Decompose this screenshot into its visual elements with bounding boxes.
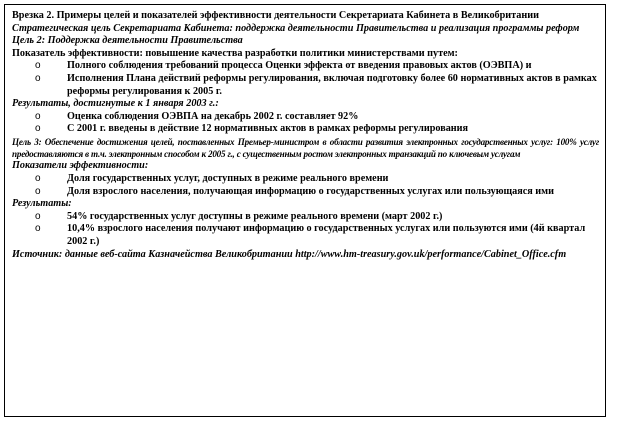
list-item: o Доля государственных услуг, доступных в режиме реального времени bbox=[35, 172, 389, 184]
list-item: o Исполнения Плана действий реформы регулирования, включая подготовку более 60 нормативных актов в рамках реформы регулирования к 2005 г. bbox=[35, 72, 597, 97]
goal-2-results-list bbox=[12, 111, 599, 136]
bullet-icon: o bbox=[35, 110, 41, 122]
list-item: o Оценка соблюдения ОЭВПА на декабрь 2002 г. составляет 92% bbox=[35, 110, 359, 122]
bullet-icon: o bbox=[35, 223, 41, 235]
goal-3-results-title: Результаты: bbox=[12, 198, 72, 210]
list-item: o Полного соблюдения требований процесса Оценки эффекта от введения правовых актов (ОЭВПА) и bbox=[35, 60, 532, 72]
bullet-icon: o bbox=[35, 185, 41, 197]
goal-3-results-list bbox=[12, 211, 599, 249]
goal-2-title: Цель 2: Поддержка деятельности Правительства bbox=[12, 35, 243, 47]
goal-3-indicators-title: Показатели эффективности: bbox=[12, 160, 149, 172]
list-item: o 10,4% взрослого населения получают информацию о государственных услугах или пользуются ими (4й квартал 2002 г.) bbox=[35, 223, 586, 247]
list-item: o 54% государственных услуг доступны в режиме реального времени (март 2002 г.) bbox=[35, 210, 443, 222]
goal-2-results-title: Результаты, достигнутые к 1 января 2003 г.: bbox=[12, 98, 219, 110]
source-note: Источник: данные веб-сайта Казначейства Великобритании http://www.hm-treasury.gov.uk/performance/Cabinet_Office.cfm bbox=[12, 248, 567, 260]
bullet-icon: o bbox=[35, 172, 41, 184]
goal-2-indicator: Показатель эффективности: повышение качества разработки политики министерствами путем: bbox=[12, 47, 458, 59]
bullet-icon: o bbox=[35, 72, 41, 84]
bullet-icon: o bbox=[35, 210, 41, 222]
info-box bbox=[4, 4, 606, 417]
goal-3-title: Цель 3: Обеспечение достижения целей, поставленных Премьер-министром в области развития электронных государственных услуг: 100% услуг предоставляются в т.ч. электронным способом к 2005 г., с существенным ростом электронных транзакций по ключевым услугам bbox=[12, 136, 599, 160]
bullet-icon: o bbox=[35, 123, 41, 135]
bullet-icon: o bbox=[35, 60, 41, 72]
box-title: Врезка 2. Примеры целей и показателей эффективности деятельности Секретариата Кабинета в Великобритании bbox=[12, 10, 540, 21]
list-item: o Доля взрослого населения, получающая информацию о государственных услугах или пользующаяся ими bbox=[35, 185, 554, 197]
list-item: o С 2001 г. введены в действие 12 нормативных актов в рамках реформы регулирования bbox=[35, 123, 469, 135]
goal-2-indicator-list bbox=[12, 60, 599, 98]
strategic-goal: Стратегическая цель Секретариата Кабинета: поддержка деятельности Правительства и реализация программы реформ bbox=[12, 22, 580, 34]
goal-3-indicator-list bbox=[12, 173, 599, 198]
